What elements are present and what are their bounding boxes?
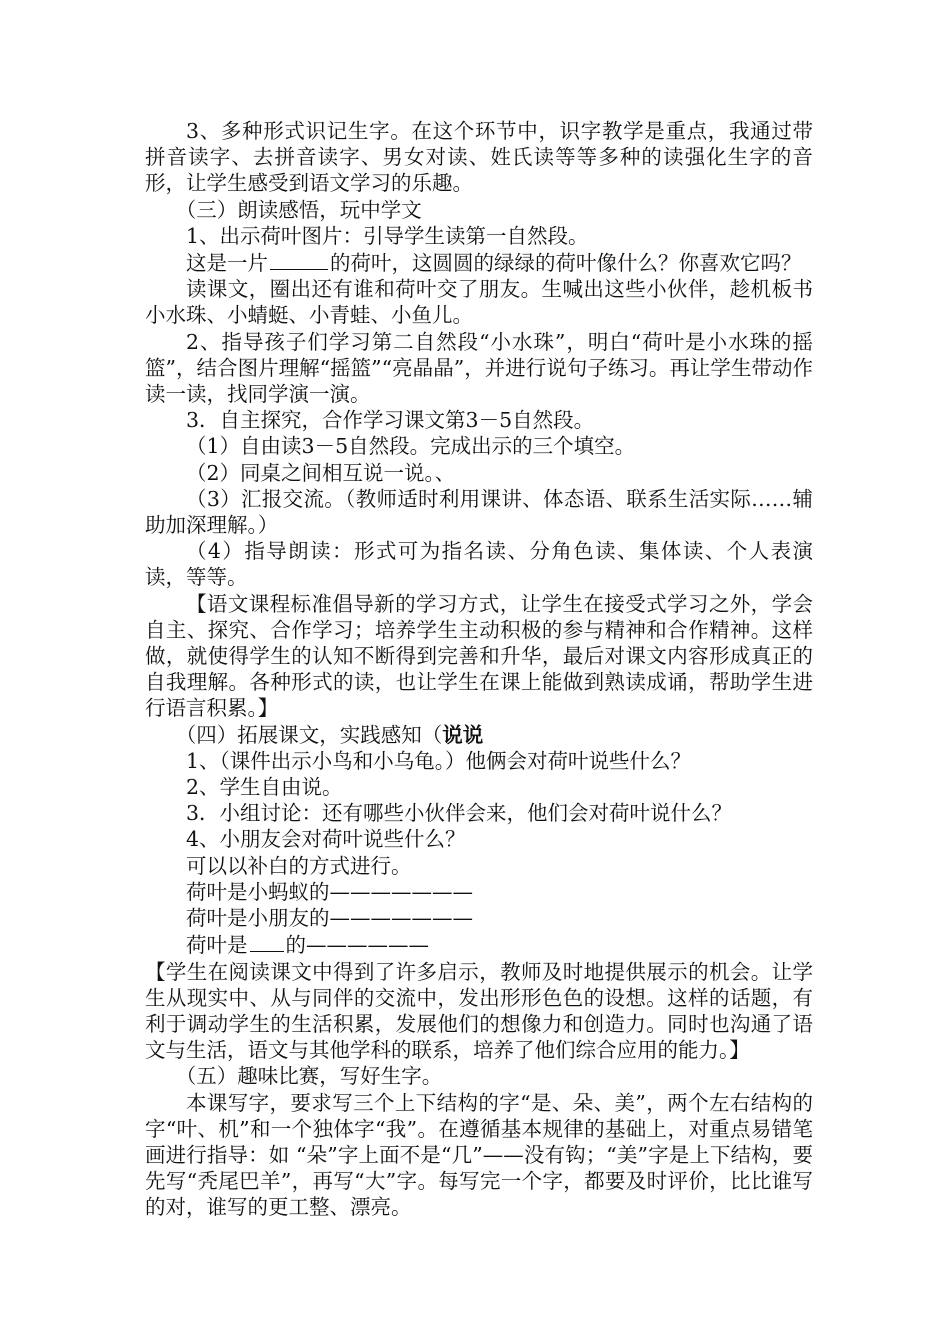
- document-body: [145, 118, 813, 1221]
- section-heading-5: （五）趣味比赛，写好生字。: [175, 1064, 443, 1089]
- paragraph-pair-talk: （2）同桌之间相互说一说。、: [186, 460, 456, 485]
- paragraph-read-text: 读课文，圈出还有谁和荷叶交了朋友。生喊出这些小伙伴，趁机板书小水珠、小蜻蜓、小青蛙、小鱼儿。: [145, 277, 813, 328]
- paragraph-show-lotus: 1、出示荷叶图片：引导学生读第一自然段。: [186, 223, 589, 248]
- paragraph-writing: 本课写字，要求写三个上下结构的字“是、朵、美”，两个左右结构的字“叶、机”和一个独体字“我”。在遵循基本规律的基础上，对重点易错笔画进行指导：如 “朵”字上面不是“几”——没有钩；“美”字是上下结构，要先写“秃尾巴羊”，再写“大”字。每写完一个字，都要及时评价，比比谁写的对，谁写的更工整、漂亮。: [145, 1090, 813, 1220]
- text-segment: 的荷叶，这圆圆的绿绿的荷叶像什么？你喜欢它吗？: [330, 251, 802, 276]
- section-heading-3: （三）朗读感悟，玩中学文: [175, 197, 422, 222]
- paragraph-fill-blank: [145, 249, 813, 276]
- paragraph-ant-line: 荷叶是小蚂蚁的———————: [186, 879, 473, 904]
- paragraph-free-talk: 2、学生自由说。: [186, 775, 343, 800]
- paragraph-group-discuss: 3．小组讨论：还有哪些小伙伴会来，他们会对荷叶说什么？: [186, 801, 733, 826]
- paragraph-kids-say: 4、小朋友会对荷叶说些什么？: [186, 827, 466, 852]
- paragraph-free-read: （1）自由读3－5自然段。完成出示的三个填空。: [186, 434, 636, 459]
- paragraph-commentary-1: 【语文课程标准倡导新的学习方式，让学生在接受式学习之外，学会自主、探究、合作学习；培养学生主动积极的参与精神和合作精神。这样做，就使得学生的认知不断得到完善和升华，最后对课文内容形成真正的自我理解。各种形式的读，也让学生在课上能做到熟读成诵，帮助学生进行语言积累。】: [145, 591, 813, 721]
- paragraph-literacy-forms: 3、多种形式识记生字。在这个环节中，识字教学是重点，我通过带拼音读字、去拼音读字、男女对读、姓氏读等等多种的读强化生字的音形，让学生感受到语文学习的乐趣。: [145, 119, 813, 196]
- paragraph-courseware: 1、（课件出示小鸟和小乌龟。）他俩会对荷叶说些什么？: [186, 748, 692, 773]
- text-segment: 这是一片: [186, 251, 268, 276]
- paragraph-report: （3）汇报交流。（教师适时利用课讲、体态语、联系生活实际……辅助加深理解。）: [145, 486, 813, 538]
- paragraph-fill-method: 可以以补白的方式进行。: [186, 853, 412, 878]
- paragraph-friend-line: 荷叶是小朋友的———————: [186, 906, 473, 931]
- text-segment: （四）拓展课文，实践感知（: [175, 722, 443, 747]
- blank-line: [250, 931, 284, 952]
- paragraph-open-line: [145, 931, 813, 958]
- paragraph-self-explore: 3．自主探究，合作学习课文第3－5自然段。: [186, 408, 595, 433]
- text-segment: 荷叶是: [186, 933, 248, 958]
- paragraph-commentary-2: 【学生在阅读课文中得到了许多启示，教师及时地提供展示的机会。让学生从现实中、从与同伴的交流中，发出形形色色的设想。这样的话题，有利于调动学生的生活积累，发展他们的想像力和创造力。同时也沟通了语文与生活，语文与其他学科的联系，培养了他们综合应用的能力。】: [145, 959, 813, 1063]
- paragraph-second-section: 2、指导孩子们学习第二自然段“小水珠”，明白“荷叶是小水珠的摇篮”，结合图片理解“摇篮”“亮晶晶”，并进行说句子练习。再让学生带动作读一读，找同学演一演。: [145, 329, 813, 407]
- text-segment: 的——————: [285, 933, 429, 958]
- bold-label: 说说: [442, 722, 484, 747]
- blank-line: [270, 249, 328, 270]
- section-heading-4: [145, 722, 813, 748]
- paragraph-guided-read: （4）指导朗读：形式可为指名读、分角色读、集体读、个人表演读，等等。: [145, 539, 813, 590]
